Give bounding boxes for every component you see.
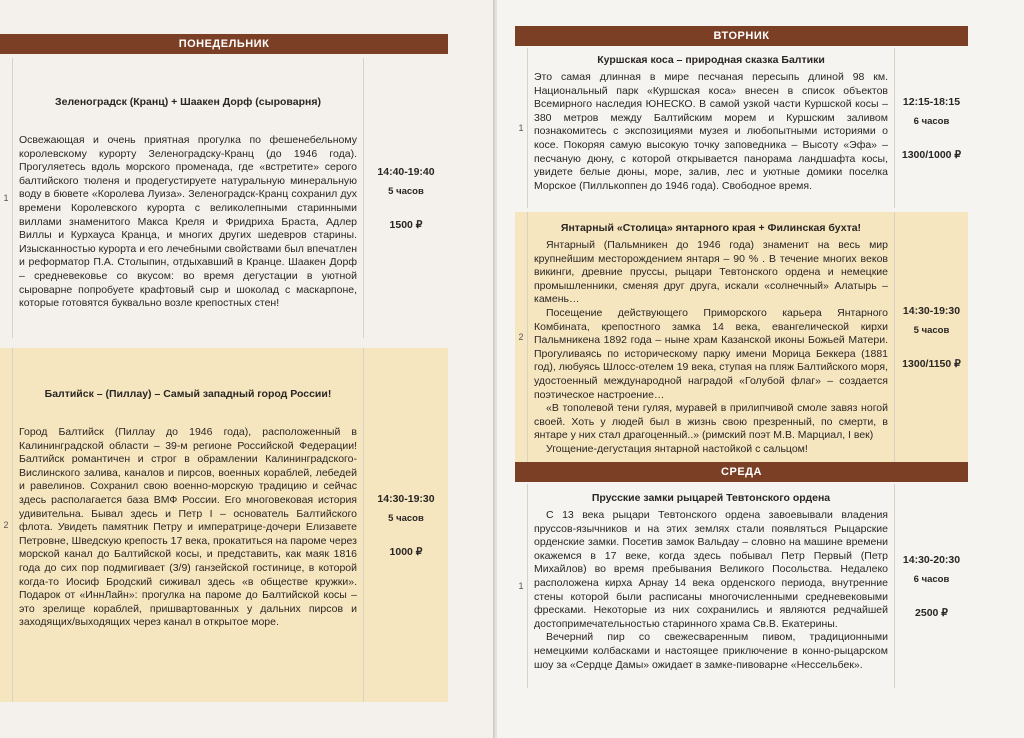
tour-number: 1 xyxy=(3,193,9,203)
tour-time: 12:15-18:15 xyxy=(902,95,961,108)
tour-info xyxy=(364,348,448,702)
tour-time: 14:40-19:40 xyxy=(377,165,435,178)
right-page xyxy=(497,0,1024,738)
tour-info xyxy=(895,48,968,208)
tour-title: Куршская коса – природная сказка Балтики xyxy=(597,54,825,66)
tour-duration: 5 часов xyxy=(388,512,424,524)
day-header-wednesday: СРЕДА xyxy=(515,462,968,482)
paragraph: Посещение действующего Приморского карьера Янтарного Комбината, крепостного замка 14 века, евангелической кирхи Пальмникена 1892 года – ныне храм Казанской иконы Божьей Матери. Прогуливаясь по историческому парку имени Морица Беккера (1881 год), любуясь Шлосс-отелем 19 века, ступая на пляж Балтийского моря, удостоенный международной наградой «Голубой флаг» – создается поэтическое настроение… xyxy=(534,306,888,401)
tour-description: Освежающая и очень приятная прогулка по фешенебельному королевскому курорту Зеленоградску-Кранц (до 1946 года). Прогуляетесь вдоль морского променада, где «встретите» серого балтийского тюленя и продегустируете натуральную минеральную воду в бювете «Королева Луиза». Зеленоградск-Кранц сохранил дух времени Королевского курорта с великолепными старинными виллами знаменитого Макса Креля и Фридриха Браста, Адлер Виллы и Курхауса Кранца, и многих других шедевров старины. Изысканностью курорта и его лечебными свойствами был впечатлен и реформатор П.А. Столыпин, отдыхавший в Кранце. Шаакен Дорф – средневековье со вкусом: во время дегустации в уютной сыроварне попробуете крафтовый сыр и шоколад с маскарпоне, которые готовятся буквально возле крепостных стен! xyxy=(19,134,357,310)
tour-info xyxy=(895,484,968,688)
tour-time: 14:30-20:30 xyxy=(902,553,961,566)
tour-baltiysk xyxy=(0,348,448,702)
tour-duration: 5 часов xyxy=(388,185,424,197)
tour-description xyxy=(534,239,888,457)
left-page xyxy=(0,0,495,738)
tour-duration: 6 часов xyxy=(913,115,950,127)
tour-teutonic-castles xyxy=(515,484,968,688)
tour-price: 1000 ₽ xyxy=(389,545,423,558)
tour-price: 1300/1000 ₽ xyxy=(901,148,962,161)
tour-number: 2 xyxy=(518,332,524,342)
paragraph: Вечерний пир со свежесваренным пивом, традиционными немецкими колбасками и настоящее приключение в конно-рыцарском шоу за «Сердце Дамы» ожидает в замке-пивоварне «Нессельбек». xyxy=(534,631,888,671)
tour-info xyxy=(364,58,448,338)
tour-yantarny xyxy=(515,212,968,462)
tour-duration: 5 часов xyxy=(913,324,950,336)
tour-number: 1 xyxy=(518,581,524,591)
tour-title: Прусские замки рыцарей Тевтонского ордена xyxy=(591,492,831,504)
tour-price: 2500 ₽ xyxy=(915,606,948,619)
tour-description: Это самая длинная в мире песчаная пересыпь длиной 98 км. Национальный парк «Куршская коса» внесен в список объектов Всемирного наследия ЮНЕСКО. В самой узкой части Куршской косы – 380 метров между Балтийским морем и Куршским заливом познакомитесь с экспозициями музея и любопытными историями о косе. Покоряя самую высокую точку заповедника – Высоту «Эфа» – песчаную дюну, с которой открывается панорама ландшафта косы, увидете белые дюны, море, залив, лес и уютные домики поселка Морское (Пиллькоппен до 1946 года). Свободное время. xyxy=(534,71,888,192)
paragraph: «В тополевой тени гуляя, муравей в прилипчивой смоле завяз ногой своей. Хоть у людей был в жизнь свою презренный, по смерти, в янтаре у них стал драгоценный..» (римский поэт М.В. Марциал, I век) xyxy=(534,402,888,442)
tour-zelenogradsk xyxy=(0,58,448,338)
paragraph: Угощение-дегустация янтарной настойкой с сальцом! xyxy=(546,442,808,455)
tour-title: Янтарный «Столица» янтарного края + Филинская бухта! xyxy=(560,222,862,234)
tour-price: 1300/1150 ₽ xyxy=(902,357,961,370)
tour-info xyxy=(895,212,968,462)
tour-curonian-spit xyxy=(515,48,968,208)
tour-title: Балтийск – (Пиллау) – Самый западный город России! xyxy=(44,388,332,400)
tour-time: 14:30-19:30 xyxy=(377,492,435,505)
paragraph: С 13 века рыцари Тевтонского ордена завоевывали владения пруссов-язычников и на этих землях стали появляться Рыцарские орденские замки. Посетив замок Вальдау – словно на машине времени окажемся в 17 веке, когда здесь побывал Петр Первый (Петр Михайлов) во время пребывания Великого Посольства. Недалеко расположена кирха Арнау 14 века орденского периода, внутренние стены которой были расписаны многочисленными средневековыми фресками. Некоторые из них сохранились и являются редчайшей достопримечательностью старинного храма Св.В. Екатерины. xyxy=(534,509,888,630)
tour-price: 1500 ₽ xyxy=(389,218,423,231)
tour-time: 14:30-19:30 xyxy=(902,304,961,317)
tour-description xyxy=(534,509,888,672)
tour-number: 1 xyxy=(518,123,524,133)
day-header-monday: ПОНЕДЕЛЬНИК xyxy=(0,34,448,54)
tour-number: 2 xyxy=(3,520,9,530)
tour-description: Город Балтийск (Пиллау до 1946 года), расположенный в Калининградской области – 39-м регионе Российской Федерации! Балтийск романтичен и строг в обрамлении Калининградского-Вислинского залива, каналов и пирсов, военных кораблей, лебедей и равелинов. Сохранил свою военно-морскую традицию и сейчас здесь располагается база ВМФ России. Его многовековая история удивительна. Бывал здесь и Петр I – основатель Балтийского флота. Увидеть памятник Петру и императрице-дочери Елизавете Петровне, Шведскую крепость 17 века, прокатиться на пароме через морской канал до Балтийской косы, и представить, как маяк 1816 года до сих пор подмигивает (3/9) ганзейской гостинице, в которой когда-то Иосиф Бродский сиживал здесь «в обществе кружки». Подарок от «ИннЛайн»: прогулка на пароме до Балтийской косы – это зрелище кораблей, пришвартованных у дальних пирсов и заходящих/выходящих через канал в открытое море. xyxy=(19,426,357,629)
tour-duration: 6 часов xyxy=(913,573,950,585)
day-header-tuesday: ВТОРНИК xyxy=(515,26,968,46)
tour-title: Зеленоградск (Кранц) + Шаакен Дорф (сыроварня) xyxy=(55,96,321,108)
paragraph: Янтарный (Пальмникен до 1946 года) знаменит на весь мир крупнейшим месторождением янтаря – 90 % . В течение многих веков викинги, древние пруссы, рыцари Тевтонского ордена и немецкие промышленники, сменяя друг друга, искали «солнечный» Алатырь – камень… xyxy=(534,239,888,306)
